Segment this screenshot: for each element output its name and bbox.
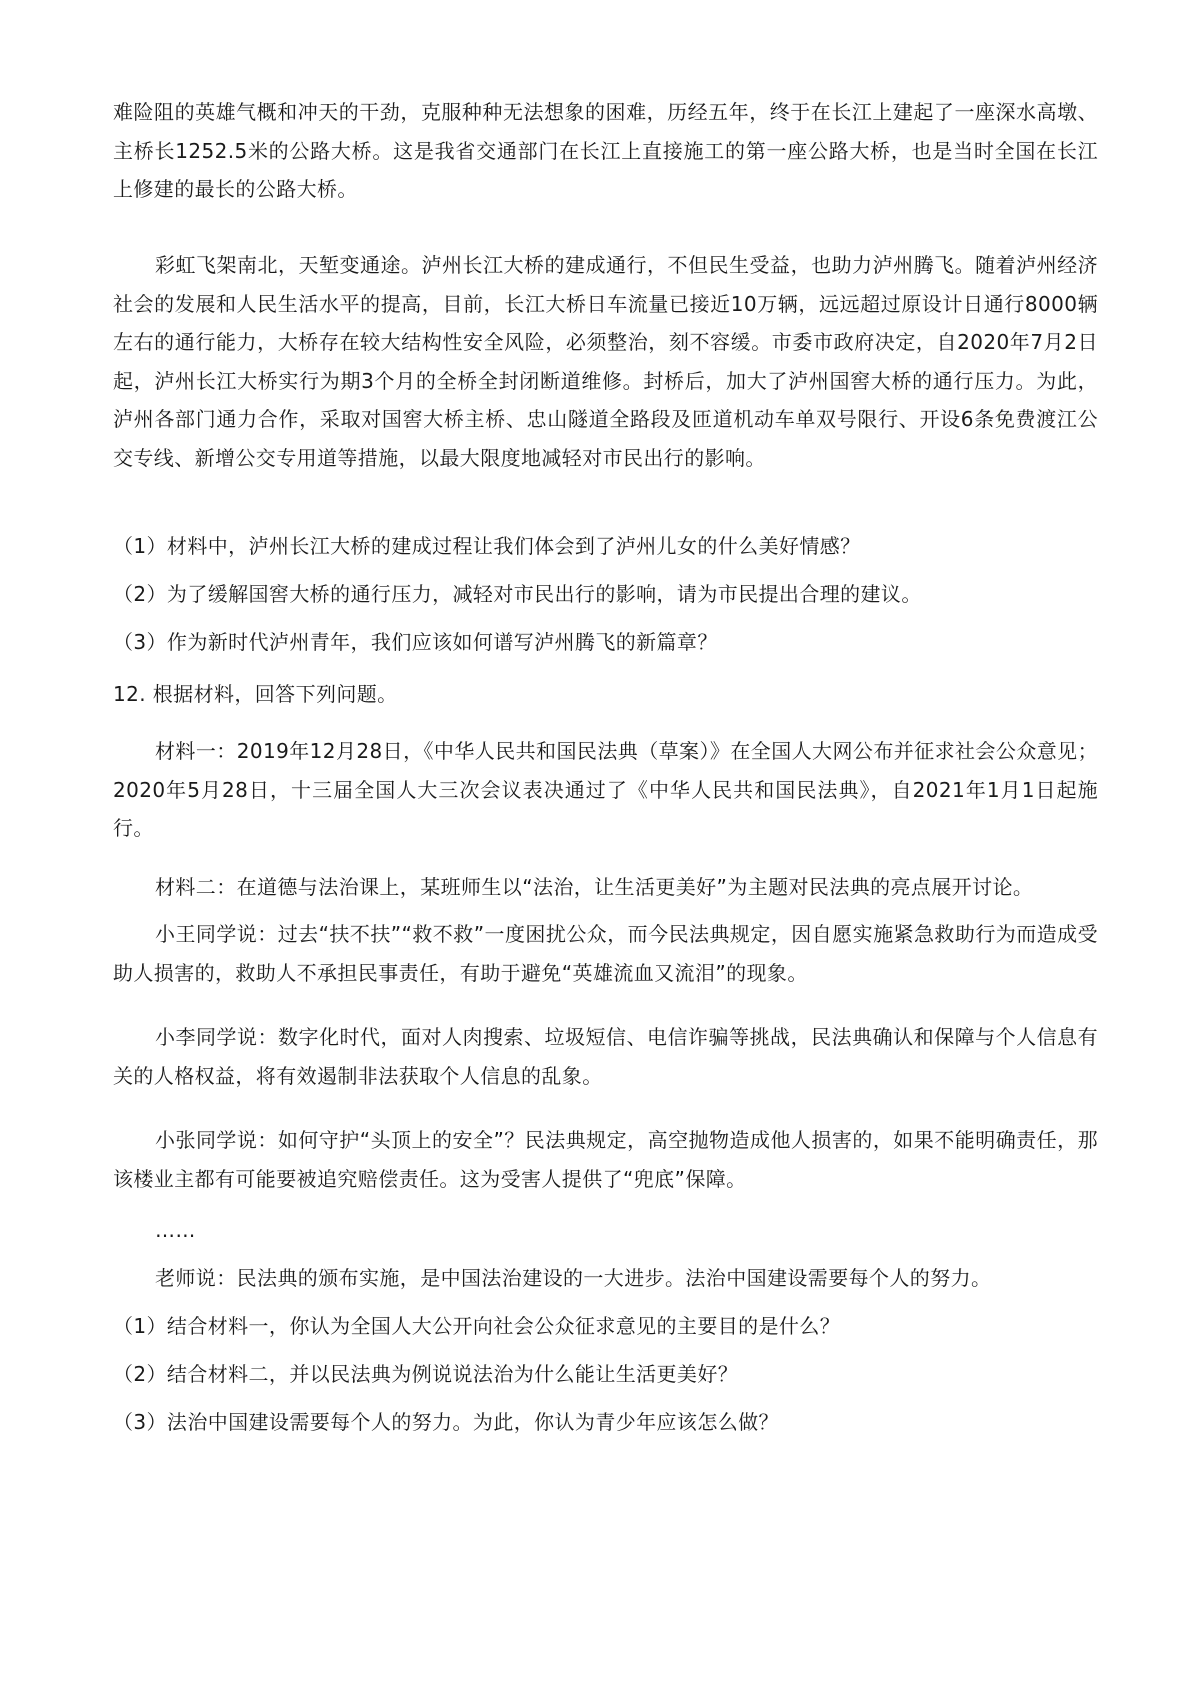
passage-rainbow-bridge: 彩虹飞架南北，天堑变通途。泸州长江大桥的建成通行，不但民生受益，也助力泸州腾飞。随着泸州经济社会的发展和人民生活水平的提高，目前，长江大桥日车流量已接近10万辆，远远超过原设计日通行8000辆左右的通行能力，大桥存在较大结构性安全风险，必须整治，刻不容缓。市委市政府决定，自2020年7月2日起，泸州长江大桥实行为期3个月的全桥全封闭断道维修。封桥后，加大了泸州国窖大桥的通行压力。为此，泸州各部门通力合作，采取对国窖大桥主桥、忠山隧道全路段及匝道机动车单双号限行、开设6条免费渡江公交专线、新增公交专用道等措施，以最大限度地减轻对市民出行的影响。 [113,253,1098,470]
xiaoli-statement: 小李同学说：数字化时代，面对人肉搜索、垃圾短信、电信诈骗等挑战，民法典确认和保障与个人信息有关的人格权益，将有效遏制非法获取个人信息的乱象。 [113,1025,1098,1088]
q11-sub-3: （3）作为新时代泸州青年，我们应该如何谱写泸州腾飞的新篇章？ [113,630,718,654]
q12-sub-1: （1）结合材料一，你认为全国人大公开向社会公众征求意见的主要目的是什么？ [113,1314,841,1338]
xiaozhang-statement: 小张同学说：如何守护“头顶上的安全”？民法典规定，高空抛物造成他人损害的，如果不能明确责任，那该楼业主都有可能要被追究赔偿责任。这为受害人提供了“兜底”保障。 [113,1128,1098,1191]
material-one: 材料一：2019年12月28日，《中华人民共和国民法典（草案）》在全国人大网公布并征求社会公众意见；2020年5月28日，十三届全国人大三次会议表决通过了《中华人民共和国民法典》，自2021年1月1日起施行。 [113,739,1098,840]
passage-continued: 难险阻的英雄气概和冲天的干劲，克服种种无法想象的困难，历经五年，终于在长江上建起了一座深水高墩、主桥长1252.5米的公路大桥。这是我省交通部门在长江上直接施工的第一座公路大桥，也是当时全国在长江上修建的最长的公路大桥。 [113,100,1098,201]
q12-title: 12. 根据材料，回答下列问题。 [113,682,398,706]
q12-sub-3: （3）法治中国建设需要每个人的努力。为此，你认为青少年应该怎么做？ [113,1410,779,1434]
q12-sub-2: （2）结合材料二，并以民法典为例说说法治为什么能让生活更美好？ [113,1362,739,1386]
q11-sub-1: （1）材料中，泸州长江大桥的建成过程让我们体会到了泸州儿女的什么美好情感？ [113,534,861,558]
q11-sub-2: （2）为了缓解国窖大桥的通行压力，减轻对市民出行的影响，请为市民提出合理的建议。 [113,582,922,606]
material-two: 材料二：在道德与法治课上，某班师生以“法治，让生活更美好”为主题对民法典的亮点展开讨论。 [155,875,1034,899]
ellipsis: …… [155,1218,196,1242]
teacher-statement: 老师说：民法典的颁布实施，是中国法治建设的一大进步。法治中国建设需要每个人的努力。 [155,1266,992,1290]
xiaowang-statement: 小王同学说：过去“扶不扶”“救不救”一度困扰公众，而今民法典规定，因自愿实施紧急救助行为而造成受助人损害的，救助人不承担民事责任，有助于避免“英雄流血又流泪”的现象。 [113,922,1098,985]
